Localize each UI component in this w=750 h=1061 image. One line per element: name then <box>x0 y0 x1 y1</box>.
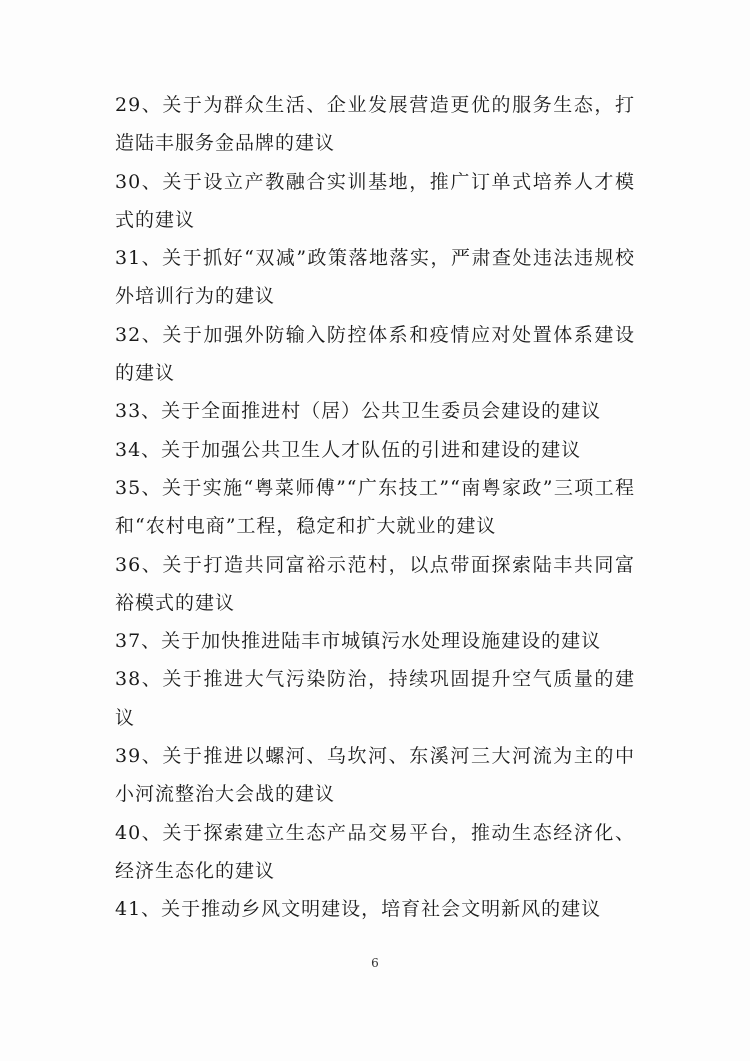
list-item: 29、关于为群众生活、企业发展营造更优的服务生态，打造陆丰服务金品牌的建议 <box>115 94 635 155</box>
page-number: 6 <box>371 956 379 970</box>
list-item: 30、关于设立产教融合实训基地，推广订单式培养人才模式的建议 <box>115 170 635 231</box>
proposal-list <box>115 86 635 929</box>
list-item: 33、关于全面推进村（居）公共卫生委员会建设的建议 <box>115 400 602 423</box>
list-item: 38、关于推进大气污染防治，持续巩固提升空气质量的建议 <box>115 668 635 729</box>
list-item: 35、关于实施“粤菜师傅”“广东技工”“南粤家政”三项工程和“农村电商”工程，稳定和扩大就业的建议 <box>115 476 635 538</box>
list-item: 36、关于打造共同富裕示范村，以点带面探索陆丰共同富裕模式的建议 <box>115 553 635 614</box>
list-item: 31、关于抓好“双减”政策落地落实，严肃查处违法违规校外培训行为的建议 <box>115 247 635 308</box>
list-item: 37、关于加快推进陆丰市城镇污水处理设施建设的建议 <box>115 630 602 653</box>
list-item: 40、关于探索建立生态产品交易平台，推动生态经济化、经济生态化的建议 <box>115 821 635 882</box>
list-item: 32、关于加强外防输入防控体系和疫情应对处置体系建设的建议 <box>115 323 635 385</box>
list-item: 41、关于推动乡风文明建设，培育社会文明新风的建议 <box>115 898 602 921</box>
list-item: 34、关于加强公共卫生人才队伍的引进和建设的建议 <box>115 438 582 461</box>
list-item: 39、关于推进以螺河、乌坎河、东溪河三大河流为主的中小河流整治大会战的建议 <box>115 745 635 806</box>
